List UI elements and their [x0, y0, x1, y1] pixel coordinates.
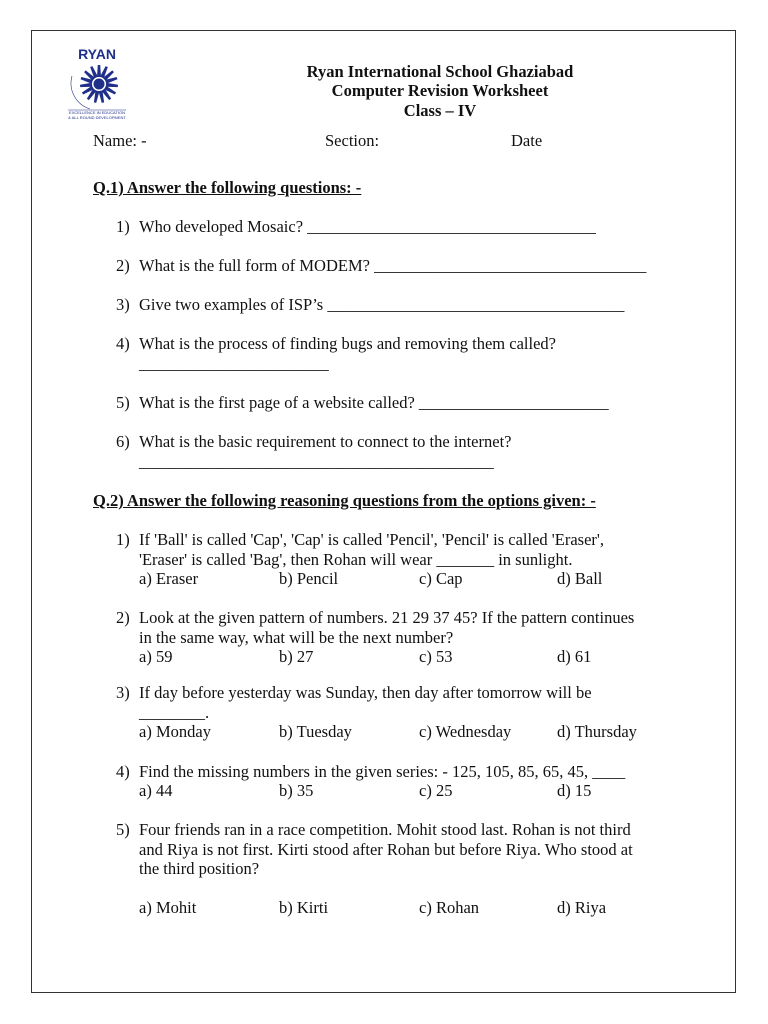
q1-item-1-question: Who developed Mosaic? ___________________________________: [139, 217, 596, 236]
q1-item-number: 3): [116, 295, 130, 314]
option-d: d) 61: [557, 647, 592, 666]
q1-item-4-question: What is the process of finding bugs and removing them called?: [139, 334, 556, 353]
option-b: b) 27: [279, 647, 314, 666]
option-a: a) Mohit: [139, 898, 197, 917]
option-c: c) 25: [419, 781, 453, 800]
section-field-label: Section:: [325, 131, 380, 150]
worksheet-title: Computer Revision Worksheet: [331, 81, 549, 100]
q2-item-3-line-2: ________.: [139, 703, 210, 722]
option-b: b) Kirti: [279, 898, 329, 917]
q1-item-4-answer-line: _______________________: [139, 354, 329, 373]
q2-item-1-line-1: If 'Ball' is called 'Cap', 'Cap' is called 'Pencil', 'Pencil' is called 'Eraser',: [139, 530, 604, 549]
option-a: a) Monday: [139, 722, 211, 741]
q1-item-3-question: Give two examples of ISP’s ____________________________________: [139, 295, 625, 314]
name-field-label: Name: -: [93, 131, 147, 150]
option-a: a) 59: [139, 647, 173, 666]
q2-item-2-line-2: in the same way, what will be the next number?: [139, 628, 454, 647]
q2-item-5-line-3: the third position?: [139, 859, 260, 878]
class-label: Class – IV: [403, 101, 477, 120]
logo-brand-text: RYAN: [78, 46, 116, 62]
q1-item-number: 6): [116, 432, 130, 451]
q2-item-3-line-1: If day before yesterday was Sunday, then day after tomorrow will be: [139, 683, 592, 702]
option-c: c) 53: [419, 647, 453, 666]
q1-item-number: 5): [116, 393, 130, 412]
q1-item-5-question: What is the first page of a website called? _______________________: [139, 393, 609, 412]
q2-item-5-line-1: Four friends ran in a race competition. Mohit stood last. Rohan is not third: [139, 820, 631, 839]
option-d: d) Riya: [557, 898, 607, 917]
option-d: d) Ball: [557, 569, 603, 588]
q2-item-number: 5): [116, 820, 130, 839]
q1-item-number: 4): [116, 334, 130, 353]
q1-heading: Q.1) Answer the following questions: -: [93, 178, 362, 197]
q2-item-number: 3): [116, 683, 130, 702]
option-b: b) Pencil: [279, 569, 339, 588]
q1-item-2-question: What is the full form of MODEM? _________________________________: [139, 256, 647, 275]
q1-item-number: 1): [116, 217, 130, 236]
q1-item-6-question: What is the basic requirement to connect to the internet?: [139, 432, 512, 451]
q2-item-number: 4): [116, 762, 130, 781]
q2-item-number: 1): [116, 530, 130, 549]
q2-item-5-line-2: and Riya is not first. Kirti stood after Rohan but before Riya. Who stood at: [139, 840, 633, 859]
q2-heading: Q.2) Answer the following reasoning questions from the options given: -: [93, 491, 596, 510]
q2-item-1-line-2: 'Eraser' is called 'Bag', then Rohan will wear _______ in sunlight.: [139, 550, 573, 569]
ryan-sun-emblem-icon: [66, 46, 128, 120]
q2-item-number: 2): [116, 608, 130, 627]
q2-item-4-line-1: Find the missing numbers in the given series: - 125, 105, 85, 65, 45, ____: [139, 762, 626, 781]
logo-tagline-2: & ALL ROUND DEVELOPMENT: [68, 115, 126, 120]
option-a: a) 44: [139, 781, 173, 800]
option-b: b) 35: [279, 781, 314, 800]
option-a: a) Eraser: [139, 569, 199, 588]
option-d: d) 15: [557, 781, 592, 800]
option-c: c) Wednesday: [419, 722, 512, 741]
school-logo: [66, 46, 128, 120]
option-c: c) Cap: [419, 569, 463, 588]
option-d: d) Thursday: [557, 722, 637, 741]
option-c: c) Rohan: [419, 898, 480, 917]
q1-item-6-answer-line: ___________________________________________: [139, 452, 494, 471]
date-field-label: Date: [511, 131, 543, 150]
logo-tagline-1: EXCELLENCE IN EDUCATION: [69, 110, 125, 115]
q2-item-2-line-1: Look at the given pattern of numbers. 21 29 37 45? If the pattern continues: [139, 608, 635, 627]
option-b: b) Tuesday: [279, 722, 352, 741]
q1-item-number: 2): [116, 256, 130, 275]
school-name: Ryan International School Ghaziabad: [306, 62, 574, 81]
